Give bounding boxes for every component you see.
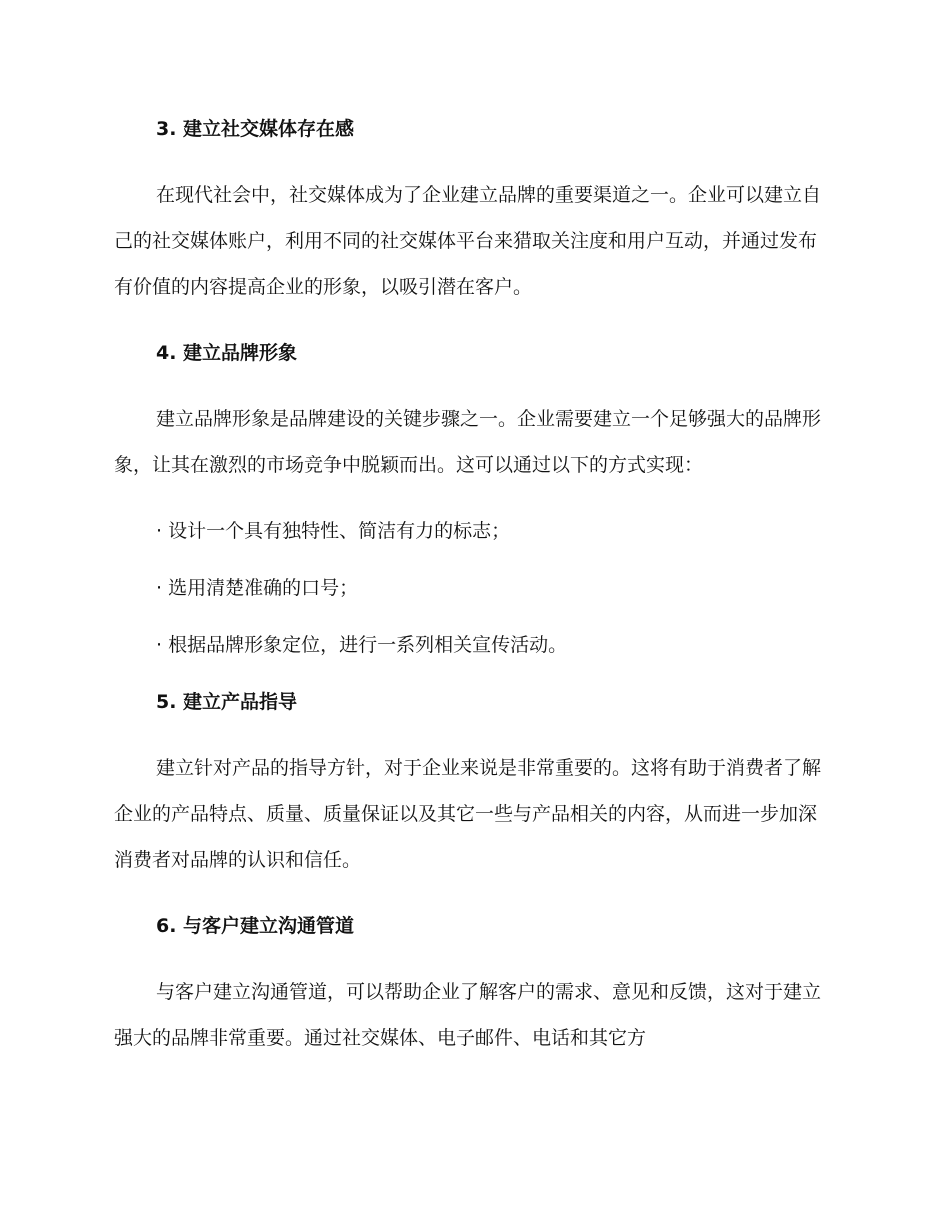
- bullet-item: · 选用清楚准确的口号；: [156, 577, 359, 599]
- section-paragraph-3: 在现代社会中，社交媒体成为了企业建立品牌的重要渠道之一。企业可以建立自己的社交媒体账户，利用不同的社交媒体平台来猎取关注度和用户互动，并通过发布有价值的内容提高企业的形象，以吸引潜在客户。: [114, 184, 822, 298]
- section-heading-3: 3. 建立社交媒体存在感: [156, 118, 355, 140]
- section-paragraph-5: 建立针对产品的指导方针，对于企业来说是非常重要的。这将有助于消费者了解企业的产品特点、质量、质量保证以及其它一些与产品相关的内容，从而进一步加深消费者对品牌的认识和信任。: [114, 757, 822, 871]
- section-heading-4: 4. 建立品牌形象: [156, 342, 298, 364]
- section-heading-5: 5. 建立产品指导: [156, 691, 298, 713]
- section-paragraph-6: 与客户建立沟通管道，可以帮助企业了解客户的需求、意见和反馈，这对于建立强大的品牌非常重要。通过社交媒体、电子邮件、电话和其它方: [114, 981, 822, 1049]
- document-page: [114, 112, 834, 1087]
- section-heading-6: 6. 与客户建立沟通管道: [156, 915, 355, 937]
- bullet-item: · 设计一个具有独特性、简洁有力的标志；: [156, 520, 511, 542]
- bullet-item: · 根据品牌形象定位，进行一系列相关宣传活动。: [156, 634, 568, 656]
- section-paragraph-4: 建立品牌形象是品牌建设的关键步骤之一。企业需要建立一个足够强大的品牌形象，让其在激烈的市场竞争中脱颖而出。这可以通过以下的方式实现：: [114, 408, 822, 476]
